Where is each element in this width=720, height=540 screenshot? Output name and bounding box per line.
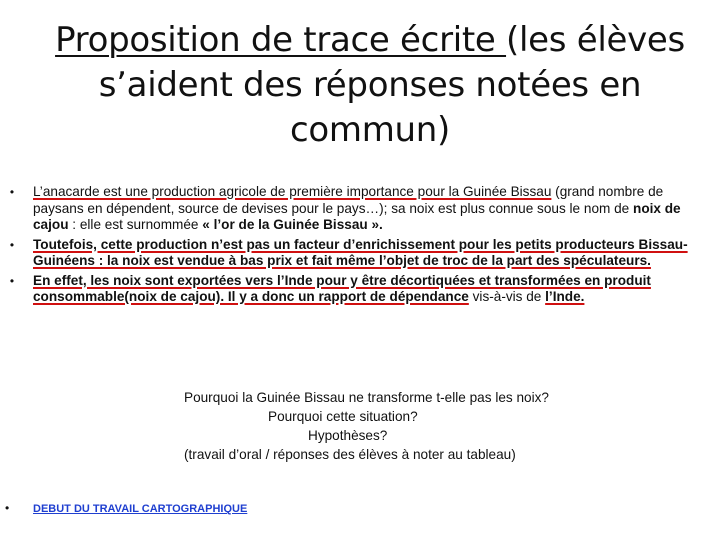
question-3: Hypothèses?: [308, 428, 388, 443]
bullet-3-text: En effet, les noix sont exportées vers l’Inde pour y être décortiquées et transformées en produit consommable(noix de cajou). Il y a donc un rapport de dépendance: [33, 272, 651, 304]
link-row: [5, 499, 247, 517]
question-2: Pourquoi cette situation?: [268, 409, 418, 424]
slide-title: [40, 18, 700, 153]
bullet-1-lead: L’anacarde est une production agricole de première importance pour la Guinée Bissau: [33, 184, 552, 199]
bullet-1: [5, 184, 707, 234]
bullet-3-text-2: vis-à-vis de: [468, 289, 546, 304]
bullet-1-text: (grand nombre de paysans en dépendent, source de devises pour le pays…); sa noix est plus connue sous le nom de: [33, 184, 664, 216]
cartography-link[interactable]: DEBUT DU TRAVAIL CARTOGRAPHIQUE: [33, 503, 248, 515]
bullet-marker: •: [5, 501, 10, 515]
question-1: Pourquoi la Guinée Bissau ne transforme t-elle pas les noix?: [184, 390, 549, 405]
bullet-2-text: Toutefois, cette production n’est pas un facteur d’enrichissement pour les petits producteurs Bissau-Guinéens : la noix est vendue à bas prix et fait même l’objet de troc de la part des spéculateurs.: [33, 236, 688, 268]
bullet-3-inde: l’Inde.: [545, 289, 585, 304]
bullet-marker: •: [9, 273, 15, 288]
bullet-3: [5, 273, 707, 306]
bullet-marker: •: [9, 185, 15, 199]
title-underlined: Proposition de trace écrite: [55, 20, 507, 60]
bullet-marker: •: [9, 237, 15, 252]
bullet-1-cajou: noix de cajou: [33, 200, 681, 232]
bullet-list: [5, 184, 707, 306]
bullet-1-quote: « l’or de la Guinée Bissau ».: [202, 217, 383, 232]
title-rest: (les élèves s’aident des réponses notées en commun): [98, 20, 685, 150]
bullet-1-text-2: : elle est surnommée: [68, 217, 203, 232]
question-note: (travail d’oral / réponses des élèves à noter au tableau): [184, 447, 516, 462]
questions-block: [60, 388, 620, 464]
bullet-2: [5, 237, 707, 270]
